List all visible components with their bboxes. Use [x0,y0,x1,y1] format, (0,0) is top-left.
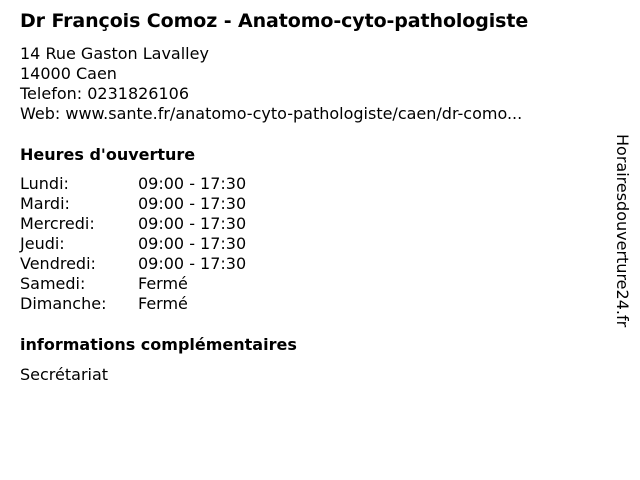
time-value: 09:00 - 17:30 [138,174,247,193]
website-link[interactable]: Web: www.sante.fr/anatomo-cyto-pathologiste/caen/dr-como... [20,104,523,123]
additional-info-text: Secrétariat [20,365,109,384]
time-value: Fermé [138,294,188,313]
day-label: Jeudi: [20,234,65,253]
address-block [20,44,522,124]
time-value: 09:00 - 17:30 [138,214,247,233]
opening-hours-heading: Heures d'ouverture [20,145,196,164]
phone-number[interactable]: Telefon: 0231826106 [20,84,190,103]
day-label: Lundi: [20,174,69,193]
page-title: Dr François Comoz - Anatomo-cyto-pathologiste [20,10,529,32]
day-label: Samedi: [20,274,86,293]
street-address: 14 Rue Gaston Lavalley [20,44,209,63]
day-label: Mardi: [20,194,70,213]
city-postcode: 14000 Caen [20,64,117,83]
time-value: 09:00 - 17:30 [138,254,247,273]
brand-text: Horairesdouverture24.fr [613,134,632,328]
time-value: 09:00 - 17:30 [138,234,247,253]
time-value: Fermé [138,274,188,293]
day-label: Vendredi: [20,254,96,273]
additional-info-heading: informations complémentaires [20,335,297,354]
time-value: 09:00 - 17:30 [138,194,247,213]
day-label: Dimanche: [20,294,107,313]
brand-watermark [609,134,635,344]
day-label: Mercredi: [20,214,95,233]
